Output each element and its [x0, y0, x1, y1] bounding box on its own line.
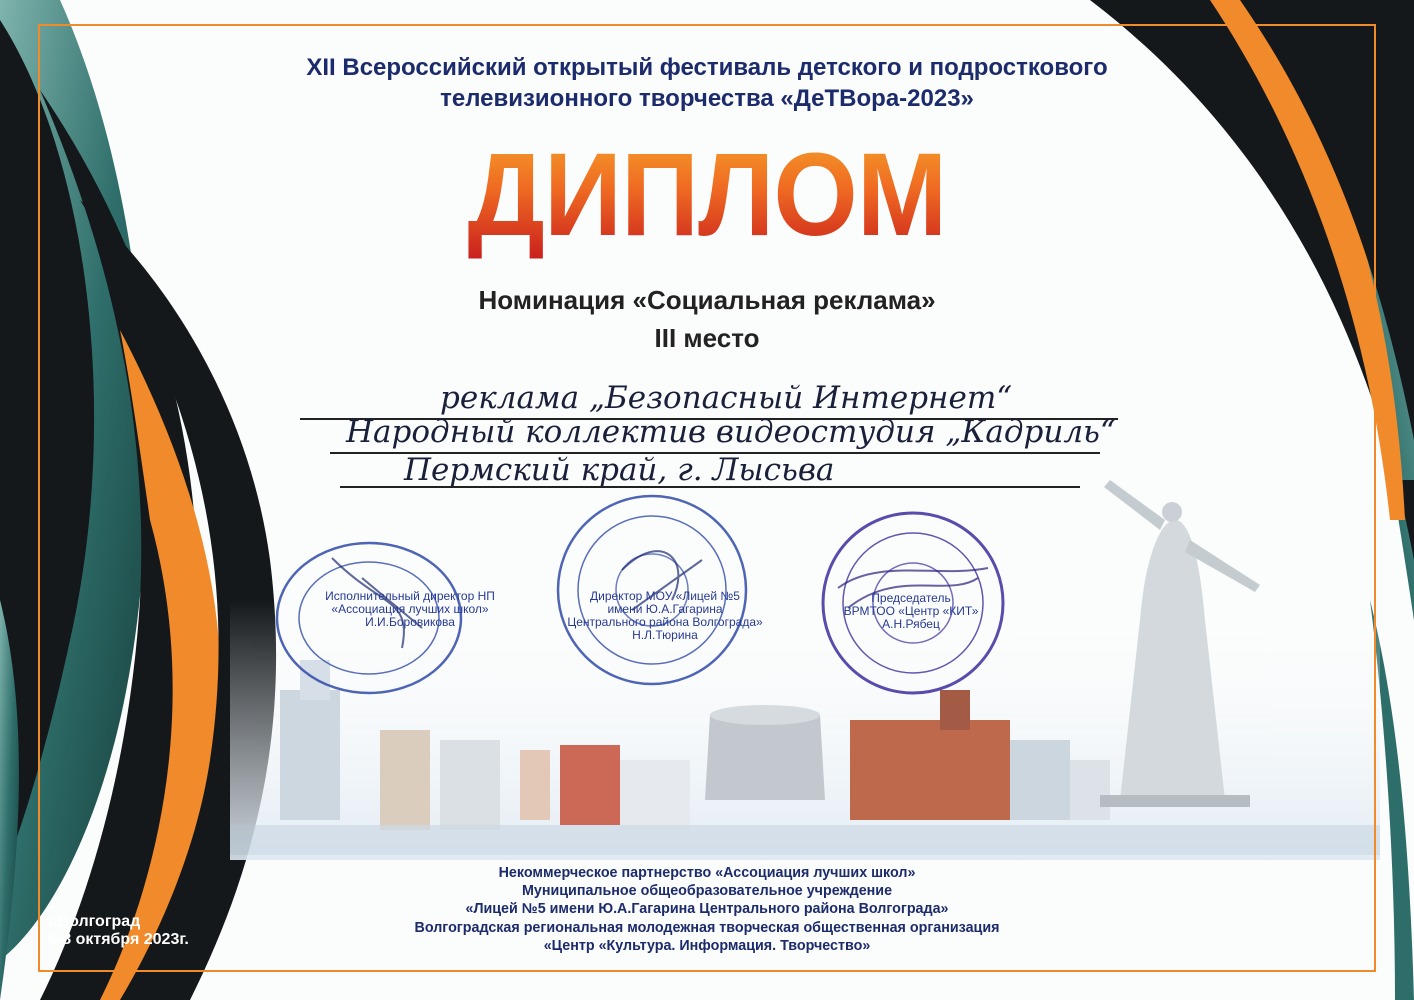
signatory-1-line-1: Исполнительный директор НП [325, 589, 495, 603]
signatory-2-line-2: имени Ю.А.Гагарина [607, 602, 723, 616]
signatory-1-line-3: И.И.Боровикова [365, 615, 455, 629]
signatory-3-line-3: А.Н.Рябец [882, 617, 940, 631]
signatory-3-line-1: Председатель [871, 591, 951, 605]
location-text: г.Волгоград [48, 913, 141, 930]
place-and-date [48, 913, 189, 949]
signatory-1 [300, 590, 520, 629]
footer-line-3: «Лицей №5 имени Ю.А.Гагарина Центрального района Волгограда» [465, 901, 949, 918]
signatory-3-line-2: ВРМТОО «Центр «КИТ» [843, 604, 979, 618]
dates-text: 6-8 октября 2023г. [48, 931, 189, 948]
footer-line-4: Волгоградская региональная молодежная творческая общественная организация [414, 919, 1000, 936]
organizers-footer [340, 864, 1074, 955]
header-line-1: XII Всероссийский открытый фестиваль детского и подросткового [306, 54, 1108, 81]
place-text: III место [654, 323, 760, 353]
handwritten-line-1: реклама „Безопасный Интернет“ [440, 380, 1013, 416]
signatory-2-line-3: Центрального района Волгограда» [567, 615, 763, 629]
header-line-2: телевизионного творчества «ДеТВора-2023» [440, 85, 974, 112]
festival-header [250, 52, 1164, 114]
footer-line-5: «Центр «Культура. Информация. Творчество» [543, 937, 871, 954]
handwritten-line-3: Пермский край, г. Лысьва [404, 452, 835, 488]
handwritten-line-2: Народный коллектив видеостудия „Кадриль“ [346, 414, 1116, 450]
signatory-2-line-1: Директор МОУ «Лицей №5 [590, 589, 740, 603]
signatory-2-line-4: Н.Л.Тюрина [632, 628, 698, 642]
footer-line-1: Некоммерческое партнерство «Ассоциация лучших школ» [498, 865, 916, 881]
nomination-text: Номинация «Социальная реклама» [478, 285, 936, 315]
signatory-1-line-2: «Ассоциация лучших школ» [331, 602, 489, 616]
footer-line-2: Муниципальное общеобразовательное учреждение [521, 883, 893, 900]
diploma-title: ДИПЛОМ [461, 130, 952, 260]
signatory-3 [836, 592, 986, 631]
signatory-2 [560, 590, 770, 642]
